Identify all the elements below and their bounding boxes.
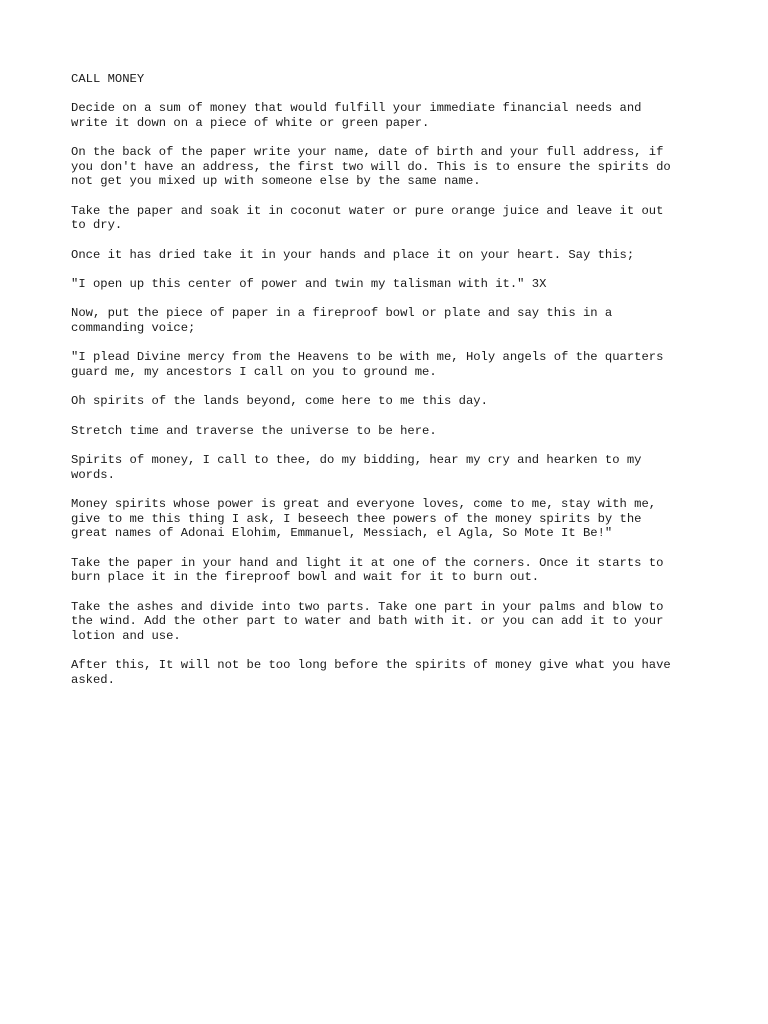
paragraph-divide-ashes: Take the ashes and divide into two parts. Take one part in your palms and blow to the wind. Add the other part to water and bath with it. or you can add it to your lotion and use. <box>71 599 664 643</box>
paragraph-stretch-time: Stretch time and traverse the universe to be here. <box>71 423 437 438</box>
paragraph-decide-sum: Decide on a sum of money that would fulfill your immediate financial needs and write it down on a piece of white or green paper. <box>71 101 642 130</box>
document-page <box>71 72 701 702</box>
paragraph-spirits-lands: Oh spirits of the lands beyond, come here to me this day. <box>71 394 488 409</box>
paragraph-soak-paper: Take the paper and soak it in coconut water or pure orange juice and leave it out to dry. <box>71 203 664 233</box>
paragraph-after-this: After this, It will not be too long before the spirits of money give what you have asked. <box>71 658 671 687</box>
paragraph-light-paper: Take the paper in your hand and light it at one of the corners. Once it starts to burn place it in the fireproof bowl and wait for it to burn out. <box>71 555 664 585</box>
paragraph-spirits-of-money: Spirits of money, I call to thee, do my bidding, hear my cry and hearken to my words. <box>71 453 642 482</box>
paragraph-money-spirits-power: Money spirits whose power is great and everyone loves, come to me, stay with me, give to me this thing I ask, I beseech thee powers of the money spirits by the great names of Adonai Elohim, Emmanuel, Messiach, el Agla, So Mote It Be!" <box>71 497 657 541</box>
paragraph-back-of-paper: On the back of the paper write your name, date of birth and your full address, if you don't have an address, the first two will do. This is to ensure the spirits do not get you mixed up with someone else by the same name. <box>71 145 671 189</box>
paragraph-place-on-heart: Once it has dried take it in your hands and place it on your heart. Say this; <box>71 247 635 262</box>
paragraph-open-center: "I open up this center of power and twin my talisman with it." 3X <box>71 277 547 292</box>
paragraph-fireproof-bowl: Now, put the piece of paper in a fireproof bowl or plate and say this in a commanding voice; <box>71 306 613 336</box>
document-title: CALL MONEY <box>71 72 145 86</box>
paragraph-plead-mercy: "I plead Divine mercy from the Heavens to be with me, Holy angels of the quarters guard me, my ancestors I call on you to ground me. <box>71 350 664 379</box>
